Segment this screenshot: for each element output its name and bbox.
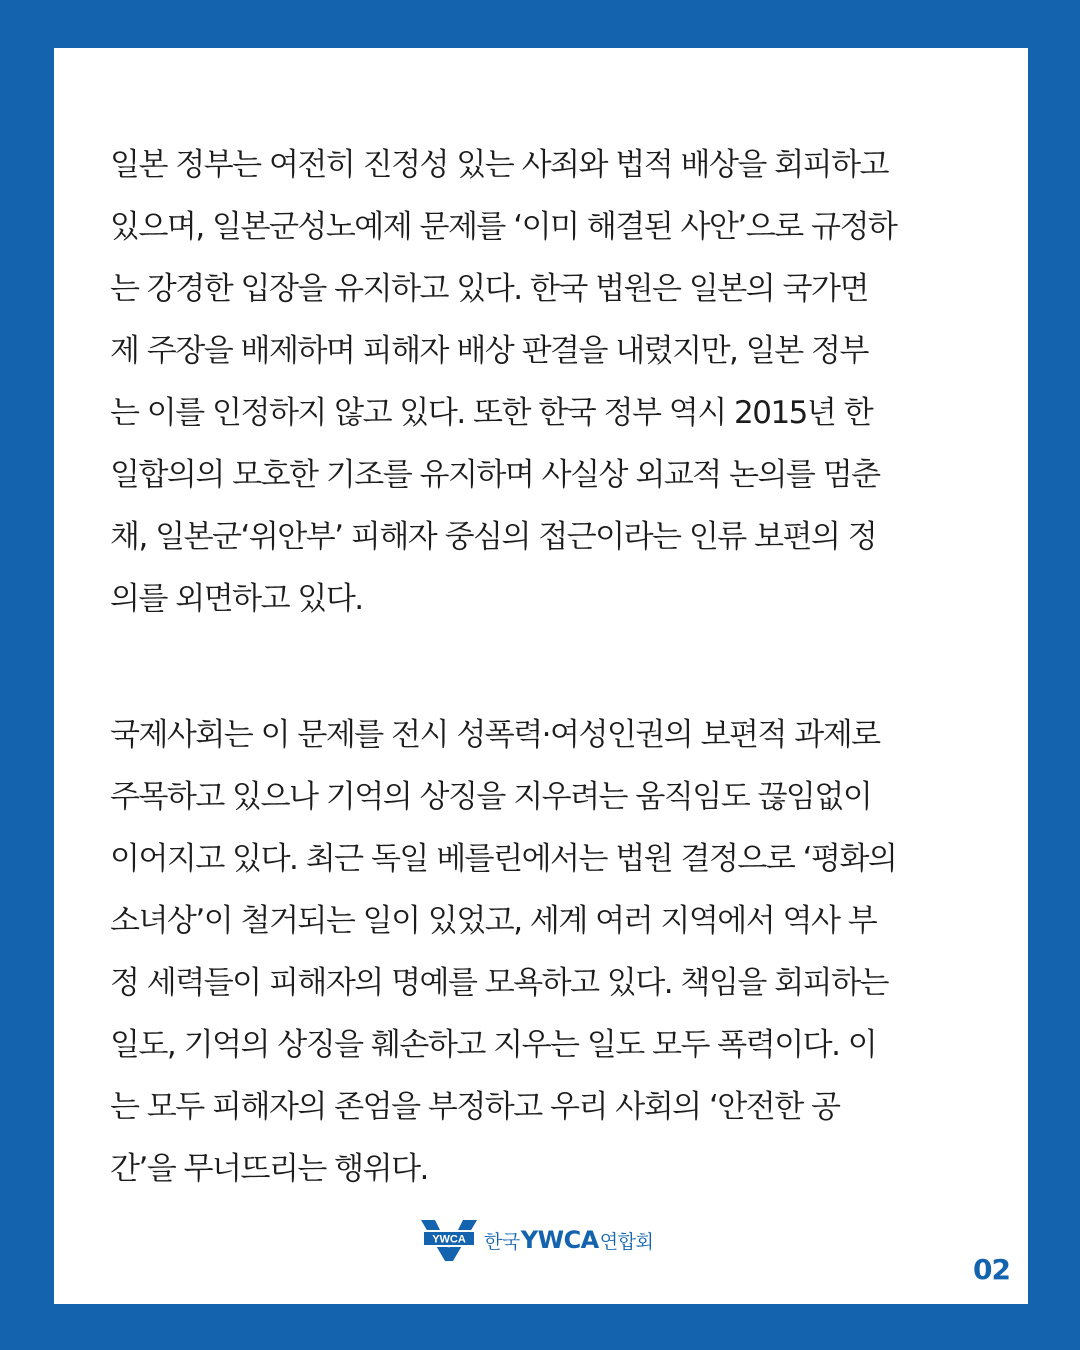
paragraph-line: 는 모두 피해자의 존엄을 부정하고 우리 사회의 ‘안전한 공 [110, 1089, 840, 1125]
ywca-w-logo-icon [420, 1218, 478, 1262]
paragraph-line: 제 주장을 배제하며 피해자 배상 판결을 내렸지만, 일본 정부 [110, 333, 868, 369]
page-number: 02 [973, 1253, 1010, 1286]
ywca-logo [420, 1218, 653, 1262]
paragraph-line: 채, 일본군‘위안부’ 피해자 중심의 접근이라는 인류 보편의 정 [110, 519, 877, 555]
content-card [54, 48, 1028, 1304]
logo-brand: YWCA [520, 1226, 599, 1254]
logo-suffix: 연합회 [599, 1231, 654, 1253]
paragraph-2 [110, 704, 980, 1200]
paragraph-line: 의를 외면하고 있다. [110, 581, 363, 617]
logo-prefix: 한국 [484, 1231, 520, 1253]
paragraph-line: 일합의의 모호한 기조를 유지하며 사실상 외교적 논의를 멈춘 [110, 457, 880, 493]
paragraph-line: 간’을 무너뜨리는 행위다. [110, 1151, 428, 1187]
paragraph-line: 국제사회는 이 문제를 전시 성폭력·여성인권의 보편적 과제로 [110, 717, 880, 753]
logo-wordmark [484, 1226, 653, 1254]
paragraph-line: 일도, 기억의 상징을 훼손하고 지우는 일도 모두 폭력이다. 이 [110, 1027, 877, 1063]
paragraph-line: 소녀상’이 철거되는 일이 있었고, 세계 여러 지역에서 역사 부 [110, 903, 877, 939]
paragraph-line: 주목하고 있으나 기억의 상징을 지우려는 움직임도 끊임없이 [110, 779, 872, 815]
paragraph-1 [110, 134, 980, 630]
paragraph-line: 는 이를 인정하지 않고 있다. 또한 한국 정부 역시 2015년 한 [110, 395, 873, 431]
paragraph-line: 정 세력들이 피해자의 명예를 모욕하고 있다. 책임을 회피하는 [110, 965, 888, 1001]
paragraph-line: 있으며, 일본군성노예제 문제를 ‘이미 해결된 사안’으로 규정하 [110, 209, 897, 245]
paragraph-line: 는 강경한 입장을 유지하고 있다. 한국 법원은 일본의 국가면 [110, 271, 868, 307]
logo-mark-text: YWCA [432, 1233, 466, 1246]
paragraph-line: 일본 정부는 여전히 진정성 있는 사죄와 법적 배상을 회피하고 [110, 147, 888, 183]
paragraph-line: 이어지고 있다. 최근 독일 베를린에서는 법원 결정으로 ‘평화의 [110, 841, 897, 877]
